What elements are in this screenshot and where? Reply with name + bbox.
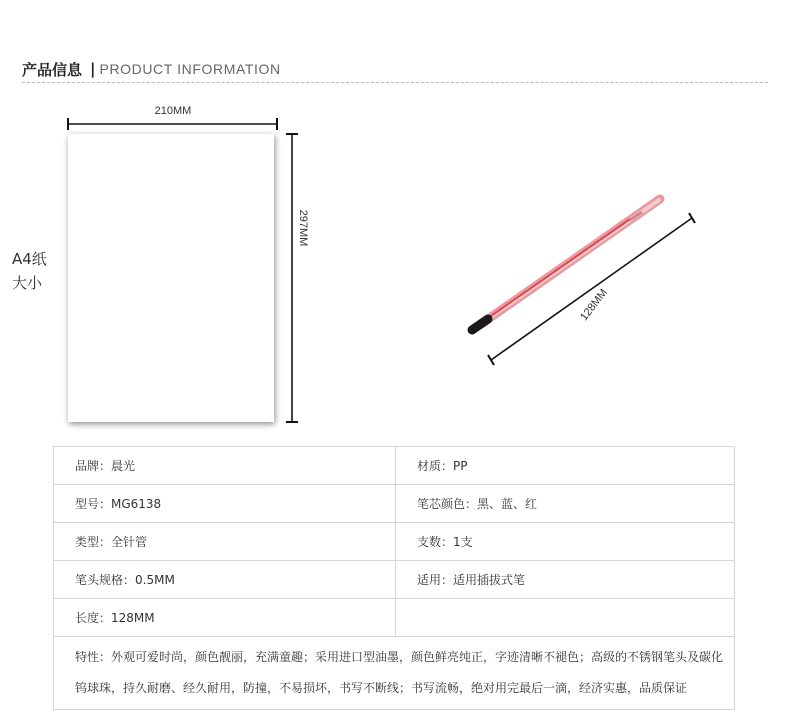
spec-type: 类型：全针管 <box>54 523 396 561</box>
a4-label-line1: A4纸 <box>12 250 47 268</box>
table-row <box>54 561 735 599</box>
paper-height-label: 297MM <box>297 209 309 247</box>
title-separator: | <box>90 60 96 78</box>
spec-applicable: 适用：适用插拔式笔 <box>396 561 735 599</box>
spec-ink-color: 笔芯颜色：黑、蓝、红 <box>396 485 735 523</box>
pen-length-label: 128MM <box>577 286 611 324</box>
spec-quantity: 支数：1支 <box>396 523 735 561</box>
table-row <box>54 523 735 561</box>
spec-model: 型号：MG6138 <box>54 485 396 523</box>
spec-material: 材质：PP <box>396 447 735 485</box>
spec-features: 特性：外观可爱时尚，颜色靓丽，充满童趣；采用进口型油墨，颜色鲜亮纯正，字迹清晰不褪色；高级的不锈钢笔头及碳化钨球珠，持久耐磨、经久耐用，防撞，不易损坏，书写不断线；书写流畅，绝对用完最后一滴，经济实惠，品质保证 <box>54 637 735 710</box>
paper-width-label: 210MM <box>154 105 192 117</box>
spec-tip-size: 笔头规格：0.5MM <box>54 561 396 599</box>
paper-height-dimension <box>286 134 298 422</box>
spec-table <box>53 446 735 710</box>
table-row <box>54 447 735 485</box>
spec-length: 长度：128MM <box>54 599 396 637</box>
spec-brand: 品牌：晨光 <box>54 447 396 485</box>
paper-width-dimension <box>68 118 277 130</box>
gel-pen-image <box>472 199 660 330</box>
section-title-cn: 产品信息 <box>22 60 83 79</box>
section-title-en: PRODUCT INFORMATION <box>99 61 281 77</box>
table-row <box>54 485 735 523</box>
pen-length-dimension <box>488 213 695 365</box>
a4-label-line2: 大小 <box>12 274 43 292</box>
table-row <box>54 637 735 710</box>
spec-empty-cell <box>396 599 735 637</box>
table-row <box>54 599 735 637</box>
